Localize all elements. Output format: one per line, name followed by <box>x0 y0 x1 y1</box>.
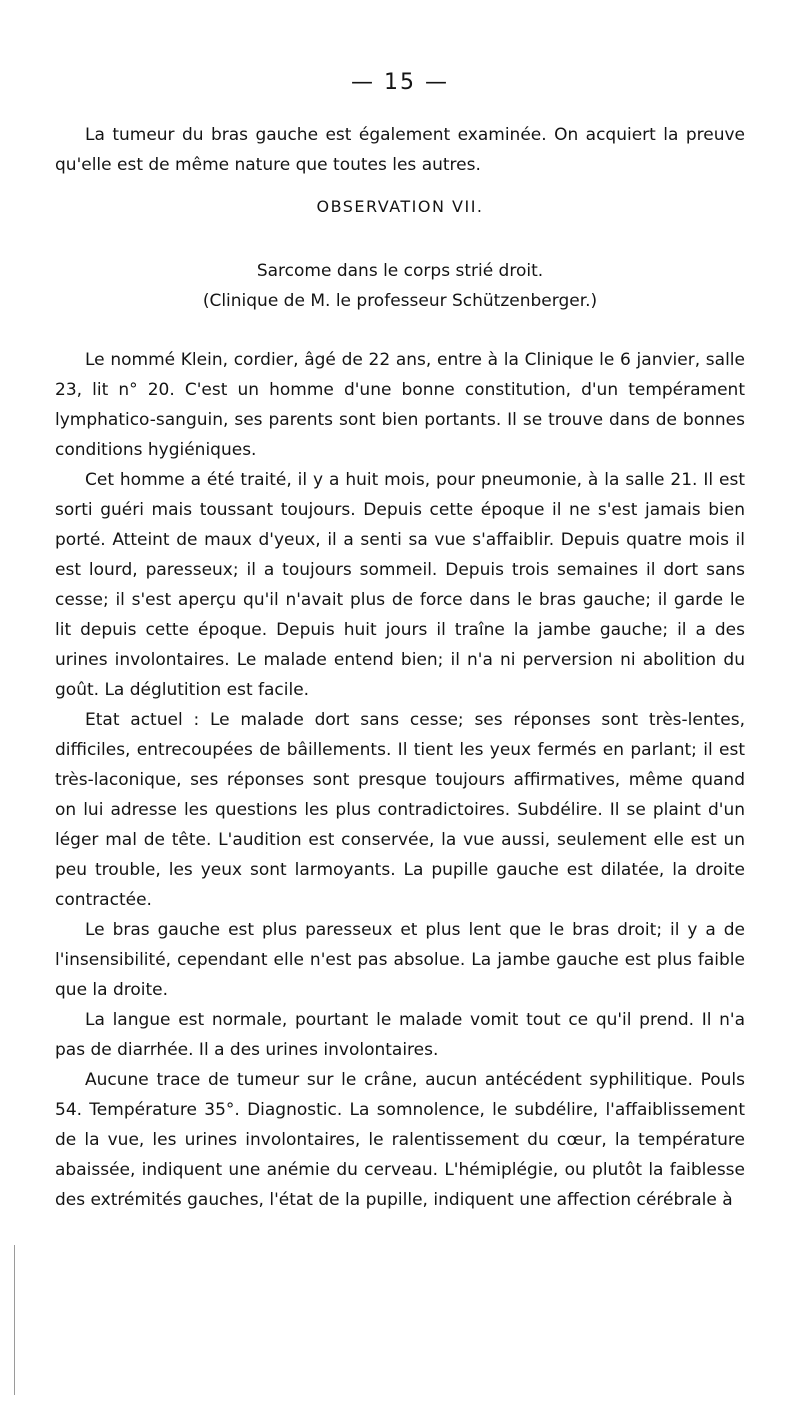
paragraph-history: Cet homme a été traité, il y a huit mois, pour pneumonie, à la salle 21. Il est sorti guéri mais toussant toujours. Depuis cette époque il ne s'est jamais bien porté. Atteint de maux d'yeux, il a senti sa vue s'affaiblir. Depuis quatre mois il est lourd, paresseux; il a toujours sommeil. Depuis trois semaines il dort sans cesse; il s'est aperçu qu'il n'avait plus de force dans le bras gauche; il garde le lit depuis cette époque. Depuis huit jours il traîne la jambe gauche; il a des urines involontaires. Le malade entend bien; il n'a ni perversion ni abolition du goût. La déglutition est facile. <box>55 470 745 700</box>
clinic-attribution: (Clinique de M. le professeur Schützenberger.) <box>202 291 598 311</box>
paragraph-current-state: Etat actuel : Le malade dort sans cesse; ses réponses sont très-lentes, difficiles, entrecoupées de bâillements. Il tient les yeux fermés en parlant; il est très-laconique, ses réponses sont presque toujours affirmatives, même quand on lui adresse les questions les plus contradictoires. Subdélire. Il se plaint d'un léger mal de tête. L'audition est conservée, la vue aussi, seulement elle est un peu trouble, les yeux sont larmoyants. La pupille gauche est dilatée, la droite contractée. <box>55 710 745 910</box>
page-fold-line <box>14 1245 15 1395</box>
page-number: — 15 — <box>351 70 449 95</box>
observation-body <box>55 345 745 1215</box>
paragraph-left-arm: Le bras gauche est plus paresseux et plus lent que le bras droit; il y a de l'insensibilité, cependant elle n'est pas absolue. La jambe gauche est plus faible que la droite. <box>55 920 745 1000</box>
intro-paragraph: La tumeur du bras gauche est également examinée. On acquiert la preuve qu'elle est de même nature que toutes les autres. <box>55 125 745 175</box>
paragraph-diagnosis: Aucune trace de tumeur sur le crâne, aucun antécédent syphilitique. Pouls 54. Température 35°. Diagnostic. La somnolence, le subdélire, l'affaiblissement de la vue, les urines involontaires, le ralentissement du cœur, la température abaissée, indiquent une anémie du cerveau. L'hémiplégie, ou plutôt la faiblesse des extrémités gauches, l'état de la pupille, indiquent une affection cérébrale à <box>55 1070 745 1210</box>
paragraph-tongue: La langue est normale, pourtant le malade vomit tout ce qu'il prend. Il n'a pas de diarrhée. Il a des urines involontaires. <box>55 1010 745 1060</box>
observation-title: OBSERVATION VII. <box>316 197 484 216</box>
observation-subtitle: Sarcome dans le corps strié droit. <box>256 261 544 281</box>
paragraph-patient-intro: Le nommé Klein, cordier, âgé de 22 ans, entre à la Clinique le 6 janvier, salle 23, lit n° 20. C'est un homme d'une bonne constitution, d'un tempérament lymphatico-sanguin, ses parents sont bien portants. Il se trouve dans de bonnes conditions hygiéniques. <box>55 350 745 460</box>
